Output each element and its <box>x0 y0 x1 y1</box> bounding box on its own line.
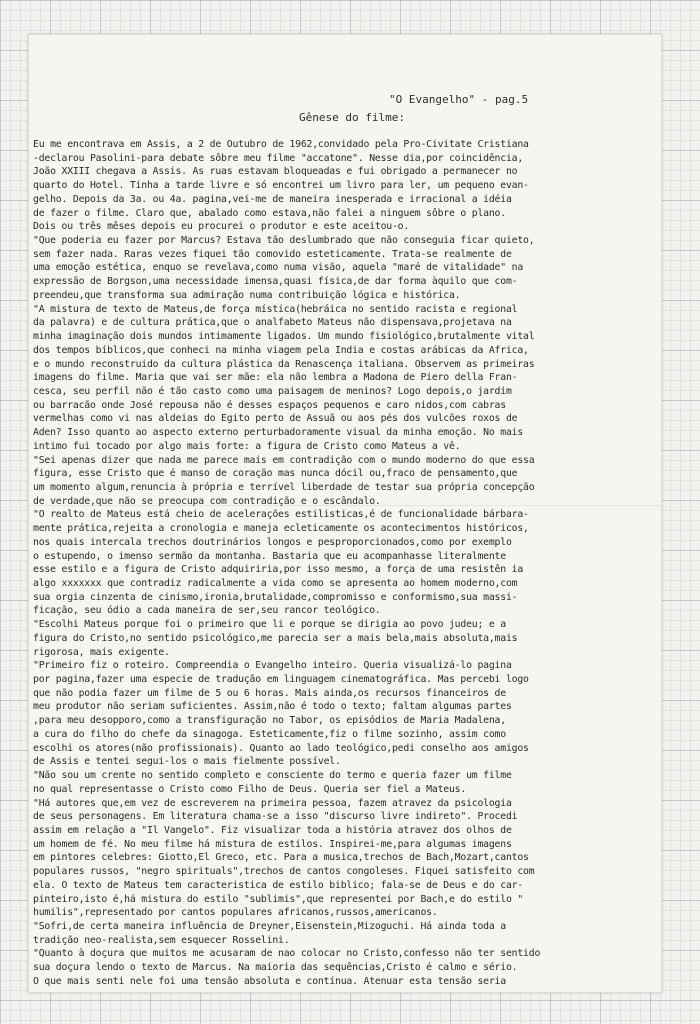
text-line: "Escolhi Mateus porque foi o primeiro que li e porque se dirigia ao povo judeu; e a <box>33 619 506 631</box>
text-line: João XXIII chegava a Assis. As ruas estavam bloqueadas e fui obrigado a permanecer no <box>33 166 518 178</box>
text-line: minha imaginação dois mundos intimamente ligados. Um mundo fisiológico,brutalmente vital <box>33 331 535 343</box>
text-line: de fazer o filme. Claro que, abalado como estava,não falei a ninguem sôbre o plano. <box>33 207 506 219</box>
text-line: "Quanto à doçura que muitos me acusaram de nao colocar no Cristo,confesso não ter sentido <box>33 948 541 960</box>
text-line: Eu me encontrava em Assis, a 2 de Outubro de 1962,convidado pela Pro-Civitate Cristiana <box>33 139 529 150</box>
text-line: meu produtor não seriam suficientes. Assim,não é todo o texto; faltam algumas partes <box>33 701 512 713</box>
text-line: sem fazer nada. Raras vezes fiquei tão comovido esteticamente. Trata-se realmente de <box>33 248 512 260</box>
text-line: ,para meu desopporo,como a transfiguração no Tabor, os episódios de Maria Madalena, <box>33 715 506 727</box>
text-line: rigorosa, mais exigente. <box>33 646 170 658</box>
text-line: "Primeiro fiz o roteiro. Compreendia o Evangelho inteiro. Queria visualizá-lo pagina <box>33 660 512 672</box>
text-line: -declarou Pasolini-para debate sôbre meu filme "accatone". Nesse dia,por coincidência, <box>33 152 524 164</box>
text-line: ela. O texto de Mateus tem caracteristica de estilo biblico; fala-se de Deus e do car- <box>33 879 524 891</box>
text-line: "O realto de Mateus está cheio de acelerações estilisticas,é de funcionalidade bárbara- <box>33 509 529 521</box>
text-line: ou barracão onde José repousa não é desses espaços pequenos e caro nidos,com cabras <box>33 399 506 411</box>
text-line: gelho. Depois da 3a. ou 4a. pagina,vei-me de maneira inesperada e irracional a idéia <box>33 193 512 205</box>
page-header: "O Evangelho" - pag.5 <box>389 93 529 106</box>
text-line: por pagina,fazer uma especie de tradução em linguagem cinematográfica. Mas percebi logo <box>33 674 529 686</box>
text-line: "Sei apenas dizer que nada me parece mais em contradição com o mundo moderno do que essa <box>33 454 535 466</box>
text-line: assim em relação a "Il Vangelo". Fiz visualizar toda a história atravez dos olhos de <box>33 824 512 836</box>
text-line: figura, esse Cristo que é manso de coração mas nunca dócil ou,fraco de pensamento,que <box>33 468 518 480</box>
text-line: um momento algum,renuncia à própria e terrível liberdade de testar sua própria concepção <box>33 481 535 493</box>
text-line: sua doçura lendo o texto de Marcus. Na maioria das sequências,Cristo é calmo e sério. <box>33 962 518 974</box>
text-line: preendeu,que transforma sua admiração numa contribuição lógica e histórica. <box>33 289 461 301</box>
text-line: Dois ou três mêses depois eu procurei o produtor e este aceitou-o. <box>33 221 410 233</box>
text-line: "Há autores que,em vez de escreverem na primeira pessoa, fazem atravez da psicologia <box>33 797 512 809</box>
text-line: sua orgia cinzenta de cinismo,ironia,brutalidade,compromisso e conformismo,sua massi- <box>33 591 518 603</box>
text-line: populares russos, "negro spirituals",trechos de cantos congoleses. Fiquei satisfeito com <box>33 866 535 878</box>
text-line: uma emoção estética, enquo se revelava,como numa visão, aquela "maré de vitalidade" na <box>33 262 524 274</box>
text-line: vermelhas como vi nas aldeias do Egito perto de Assuã ou aos pés dos vulcões roxos de <box>33 413 518 425</box>
typed-body-text <box>33 138 655 989</box>
text-line: humilis",representado por cantos populares africanos,russos,americanos. <box>33 907 438 919</box>
text-line: dos tempos bíblicos,que conheci na minha viagem pela India e costas arábicas da Africa, <box>33 344 529 356</box>
section-title: Gênese do filme: <box>299 111 405 124</box>
text-line: tradição neo-realista,sem esquecer Rosselini. <box>33 934 290 946</box>
text-line: mente prática,rejeita a cronologia e maneja ecleticamente os acontecimentos históricos, <box>33 523 529 535</box>
text-line: intimo fui tocado por algo mais forte: a figura de Cristo como Mateus a vê. <box>33 440 461 452</box>
text-line: que não podia fazer um filme de 5 ou 6 horas. Mais ainda,os recursos financeiros de <box>33 687 506 699</box>
text-line: "Sofri,de certa maneira influência de Dreyner,Eisenstein,Mizoguchi. Há ainda toda a <box>33 920 506 932</box>
text-line: o estupendo, o imenso sermão da montanha. Bastaria que eu acompanhasse literalmente <box>33 550 506 562</box>
text-line: Aden? Isso quanto ao aspecto externo perturbadoramente visual da minha emoção. No mais <box>33 427 524 439</box>
text-line: da palavra) e de cultura prática,que o analfabeto Mateus não dispensava,projetava na <box>33 317 512 329</box>
text-line: algo xxxxxxx que contradiz radicalmente a vida como se apresenta ao homem moderno,com <box>33 578 518 589</box>
text-line: de Assis e tentei segui-los o mais fielmente possível. <box>33 756 341 768</box>
text-line: imagens do filme. Maria que vai ser mãe: ela não lembra a Madona de Piero della Fran- <box>33 372 518 384</box>
text-line: figura do Cristo,no sentido psicológico,me parecia ser a mais bela,mais absoluta,mais <box>33 632 518 644</box>
text-line: ficação, seu ódio a cada maneira de ser,seu rancor teológico. <box>33 605 381 617</box>
text-line: de verdade,que não se preocupa com contradição e o escândalo. <box>33 495 381 507</box>
text-line: cesca, seu perfil não é tão casto como uma paisagem de meninos? Logo depois,o jardim <box>33 385 512 397</box>
text-line: e o mundo reconstruido da cultura plástica da Renascença italiana. Observem as primeiras <box>33 358 535 370</box>
text-line: pinteiro,isto é,há mistura do estilo "sublimis",que representei por Bach,e do estilo " <box>33 893 524 905</box>
text-line: escolhi os atores(não profissionais). Quanto ao lado teológico,pedi conselho aos amigos <box>33 742 529 754</box>
text-line: nos quais intercala trechos doutrinários longos e pesproporcionados,como por exemplo <box>33 536 512 548</box>
text-line: "Que poderia eu fazer por Marcus? Estava tão deslumbrado que não conseguia ficar quieto, <box>33 235 535 247</box>
text-line: quarto do Hotel. Tinha a tarde livre e só encontrei um livro para ler, um pequeno evan- <box>33 180 529 192</box>
text-line: "Não sou um crente no sentido completo e consciente do termo e queria fazer um filme <box>33 770 512 782</box>
text-line: expressão de Borgson,uma necessidade imensa,quasi física,de dar forma àquilo que com- <box>33 276 518 288</box>
text-line: de seus personagens. Em literatura chama-se a isso "discurso livre indireto". Procedi <box>33 811 518 823</box>
text-line: a cura do filho do chefe da sinagoga. Esteticamente,fiz o filme sozinho, assim como <box>33 728 506 740</box>
text-line: O que mais senti nele foi uma tensão absoluta e contínua. Atenuar esta tensão seria <box>33 975 506 987</box>
text-line: em pintores celebres: Giotto,El Greco, etc. Para a musica,trechos de Bach,Mozart,cantos <box>33 852 529 864</box>
text-line: no qual representasse o Cristo como Filho de Deus. Queria ser fiel a Mateus. <box>33 783 467 795</box>
document-page <box>28 34 662 993</box>
text-line: "A mistura de texto de Mateus,de força mística(hebráica no sentido racista e regional <box>33 303 518 315</box>
text-line: esse estilo e a figura de Cristo adquiriria,por isso mesmo, a força de uma resistên ia <box>33 564 524 576</box>
text-line: um homem de fé. No meu filme há mistura de estilos. Inspirei-me,para algumas imagens <box>33 838 512 850</box>
